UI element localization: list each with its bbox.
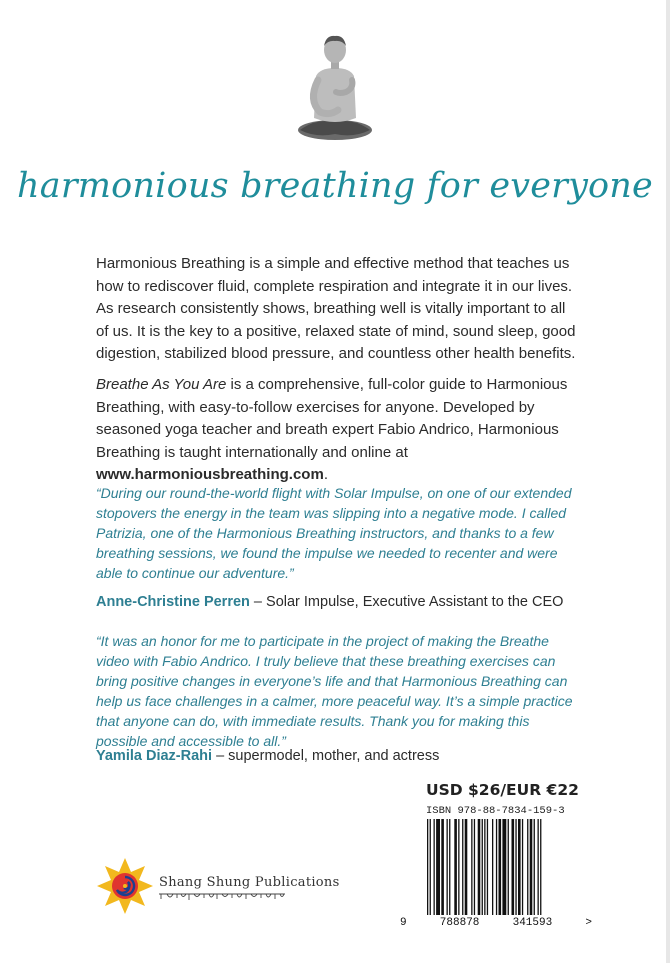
barcode-bar <box>465 819 468 915</box>
guide-paragraph: Breathe As You Are is a comprehensive, full-color guide to Harmonious Breathing, with easy-to-follow exercises for anyone. Developed by seasoned yoga teacher and breath expert Fabio Andrico, Harmonious Breathing is taught internationally and online at www.harmoniousbreathing.com. <box>96 376 568 483</box>
barcode-bar <box>436 819 440 915</box>
barcode-bar <box>522 819 523 915</box>
price-label: USD $26/EUR €22 <box>426 781 579 799</box>
meditating-man-photo <box>296 30 374 142</box>
barcode-bar <box>471 819 472 915</box>
testimonial-attribution-perren <box>96 592 578 612</box>
barcode-bar <box>449 819 450 915</box>
testimonial-name-perren: Anne-Christine Perren <box>96 594 250 610</box>
barcode-bar <box>496 819 497 915</box>
publisher-name: Shang Shung Publications <box>159 875 340 890</box>
guide-text: is a comprehensive, full-color guide to Harmonious Breathing, with easy-to-follow exercises for anyone. Developed by seasoned yoga teacher and breath expert Fabio Andrico, Harmonious Breathing is taught internationally and online at <box>96 376 568 461</box>
barcode-bar <box>540 819 541 915</box>
isbn-label: ISBN 978-88-7834-159-3 <box>426 805 565 817</box>
barcode-digit-lead: 9 <box>400 917 407 929</box>
website-link[interactable]: www.harmoniousbreathing.com <box>96 466 324 483</box>
barcode-bar <box>502 819 506 915</box>
barcode-bar <box>462 819 463 915</box>
testimonial-role-diaz-rahi: – supermodel, mother, and actress <box>212 748 440 764</box>
book-title: Breathe As You Are <box>96 376 227 393</box>
barcode-bar <box>518 819 521 915</box>
tibetan-script-decoration <box>159 893 285 900</box>
barcode-bar <box>534 819 535 915</box>
barcode-bar <box>441 819 444 915</box>
barcode-bar <box>427 819 428 915</box>
testimonial-role-perren: – Solar Impulse, Executive Assistant to the CEO <box>249 594 564 610</box>
barcode-bar <box>454 819 457 915</box>
barcode-bar <box>499 819 502 915</box>
intro-paragraph: Harmonious Breathing is a simple and effective method that teaches us how to rediscover fluid, complete respiration and integrate it in our lives. As research consistently shows, breathing well is vitally important to all of us. It is the key to a positive, relaxed state of mind, sound sleep, good digestion, stabilized blood pressure, and countless other health benefits. <box>96 255 576 362</box>
barcode-bar <box>508 819 509 915</box>
testimonial-quote-diaz-rahi: “It was an honor for me to participate in the project of making the Breathe video with Fabio Andrico. I truly believe that these breathing exercises can bring positive changes in everyone’s life and that Harmonious Breathing can help us face challenges in a calmer, more peaceful way. It’s a simple practice that anyone can do, with immediate results. Thank you for making this possible and accessible to all.” <box>96 633 573 749</box>
barcode-bar <box>538 819 539 915</box>
barcode-bar <box>512 819 515 915</box>
barcode-bar <box>434 819 435 915</box>
barcode-bar <box>430 819 431 915</box>
testimonial-attribution-diaz-rahi <box>96 746 578 766</box>
barcode-bar <box>484 819 485 915</box>
barcode-bar <box>478 819 481 915</box>
barcode-digits <box>400 917 592 929</box>
barcode-bar <box>482 819 483 915</box>
barcode-digit-group-left: 788878 <box>439 917 480 929</box>
barcode-bar <box>458 819 459 915</box>
barcode-bar <box>515 819 516 915</box>
testimonial-quote-perren: “During our round-the-world flight with Solar Impulse, on one of our extended stopovers the energy in the team was slipping into a negative mode. I called Patrizia, one of the Harmonious Breathing instructors, and thanks to a few breathing sessions, we found the impulse we needed to recenter and were able to continue our adventure.” <box>96 485 572 581</box>
barcode-bar <box>447 819 448 915</box>
barcode-bar <box>492 819 493 915</box>
barcode-bar <box>527 819 528 915</box>
cover-edge <box>666 0 670 963</box>
swirl-sun-logo-icon <box>96 857 154 915</box>
testimonial-name-diaz-rahi: Yamila Diaz-Rahi <box>96 748 213 764</box>
tagline-heading: harmonious breathing for everyone <box>17 166 653 206</box>
barcode-digit-group-right: 341593 <box>512 917 553 929</box>
barcode <box>425 819 590 915</box>
barcode-bar <box>474 819 475 915</box>
barcode-bar <box>530 819 533 915</box>
barcode-quiet-marker: > <box>585 917 592 929</box>
barcode-bar <box>487 819 488 915</box>
